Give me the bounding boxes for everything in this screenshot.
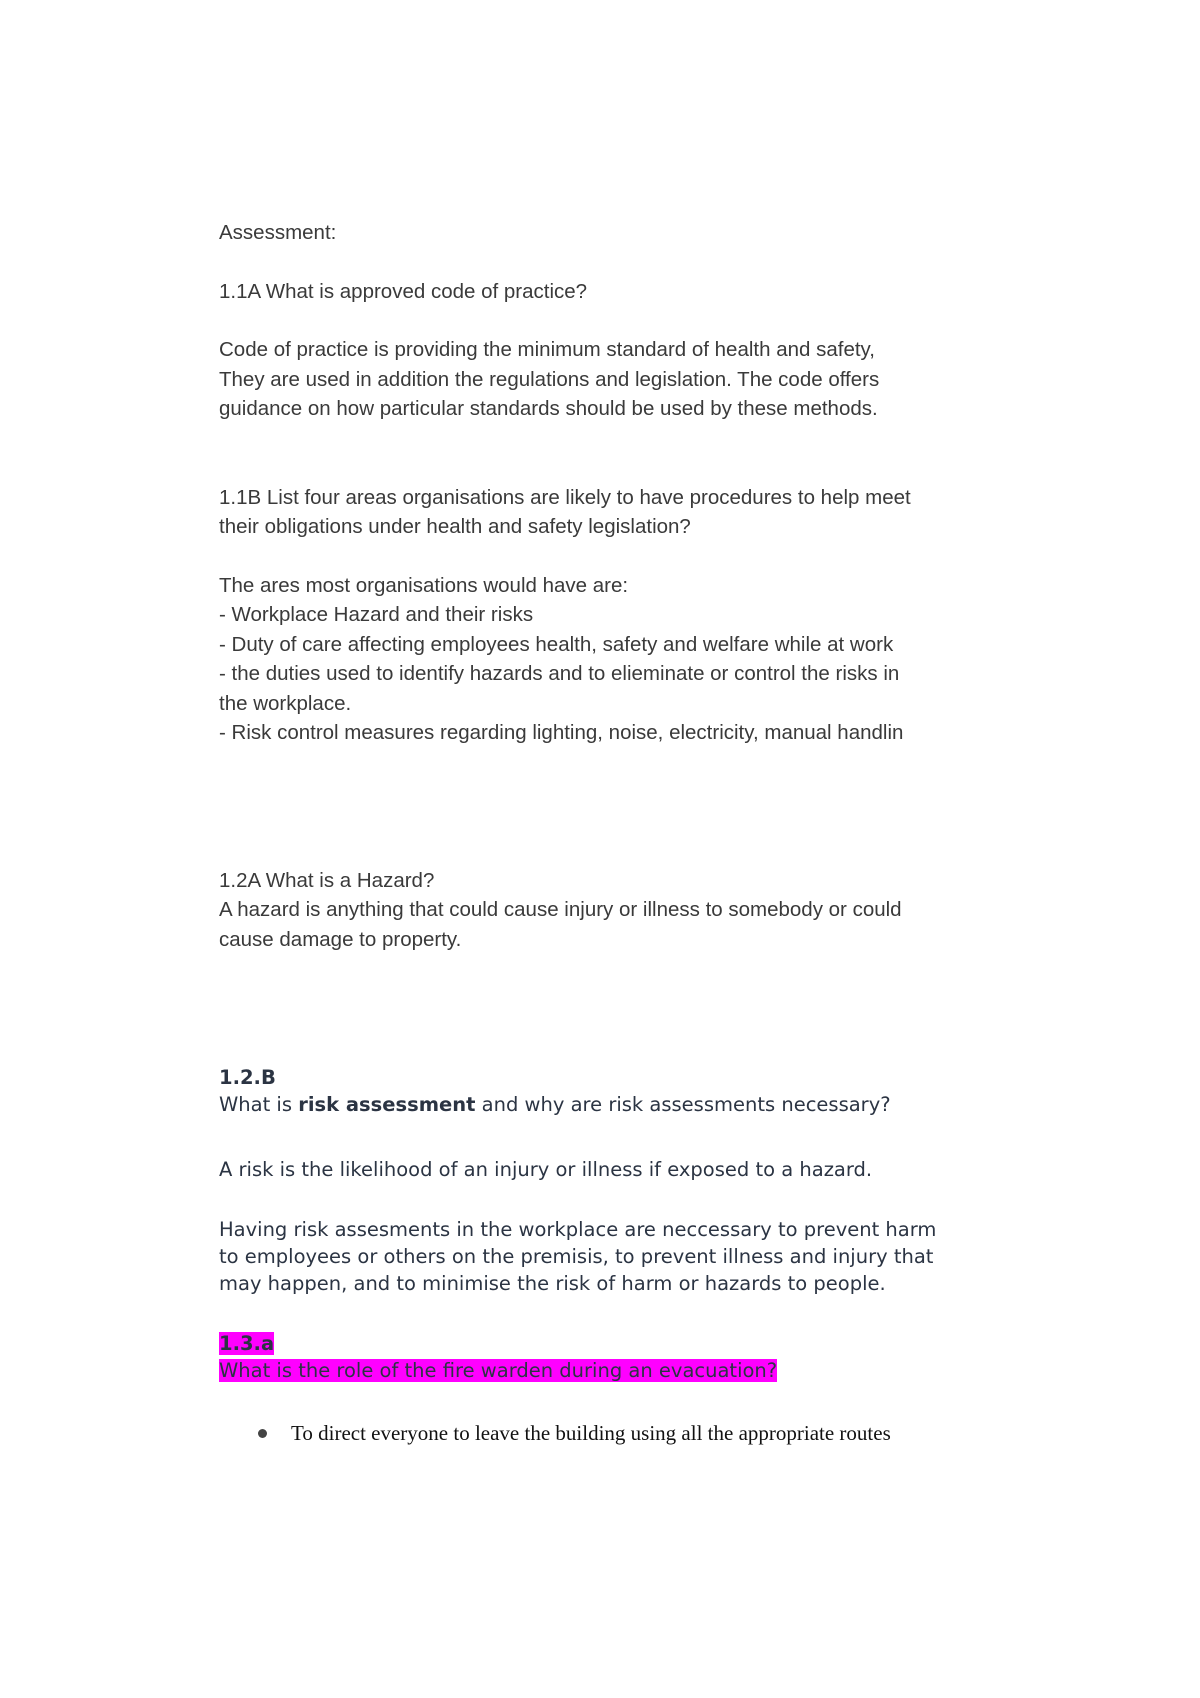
section-number-row bbox=[219, 1330, 999, 1357]
question-bold-term: risk assessment bbox=[298, 1093, 476, 1116]
highlighted-question: What is the role of the fire warden during an evacuation? bbox=[219, 1359, 778, 1382]
answer-line: A hazard is anything that could cause injury or illness to somebody or could bbox=[219, 898, 902, 921]
question-text bbox=[219, 1091, 999, 1118]
question-1-2a bbox=[219, 866, 999, 955]
fire-warden-bullets bbox=[219, 1418, 999, 1448]
assessment-heading: Assessment: bbox=[219, 221, 337, 244]
highlighted-section-number: 1.3.a bbox=[219, 1332, 275, 1355]
answer-line: to employees or others on the premisis, to prevent illness and injury that bbox=[219, 1245, 934, 1268]
answer-1-1a bbox=[219, 335, 999, 424]
answer-1-2b bbox=[219, 1216, 999, 1297]
question-line: 1.1B List four areas organisations are likely to have procedures to help meet bbox=[219, 485, 911, 509]
question-row bbox=[219, 1357, 999, 1384]
answer-line: Having risk assesments in the workplace are neccessary to prevent harm bbox=[219, 1218, 937, 1241]
answer-line: They are used in addition the regulations and legislation. The code offers bbox=[219, 367, 880, 391]
question-1-1b bbox=[219, 483, 999, 542]
question-1-2b bbox=[219, 1064, 999, 1118]
answer-line: may happen, and to minimise the risk of harm or hazards to people. bbox=[219, 1272, 886, 1295]
answer-line: Code of practice is providing the minimum standard of health and safety, bbox=[219, 338, 875, 361]
question-post: and why are risk assessments necessary? bbox=[475, 1093, 891, 1116]
risk-definition: A risk is the likelihood of an injury or illness if exposed to a hazard. bbox=[219, 1158, 873, 1181]
question-1-3a bbox=[219, 1330, 999, 1384]
list-item: - Workplace Hazard and their risks bbox=[219, 603, 534, 626]
bullet-text: To direct everyone to leave the building using all the appropriate routes bbox=[291, 1421, 891, 1445]
answer-1-1b bbox=[219, 571, 999, 748]
bullet-icon bbox=[258, 1429, 267, 1438]
list-item: - the duties used to identify hazards and to elieminate or control the risks in bbox=[219, 662, 900, 685]
document-content bbox=[219, 218, 999, 1448]
list-item: - Duty of care affecting employees health, safety and welfare while at work bbox=[219, 632, 894, 656]
list-item: - Risk control measures regarding lighting, noise, electricity, manual handlin bbox=[219, 721, 904, 744]
question-1-1a: 1.1A What is approved code of practice? bbox=[219, 279, 588, 303]
answer-line: cause damage to property. bbox=[219, 927, 462, 951]
answer-intro: The ares most organisations would have are: bbox=[219, 573, 629, 597]
list-item bbox=[219, 1418, 999, 1448]
section-number: 1.2.B bbox=[219, 1066, 276, 1089]
question-pre: What is bbox=[219, 1093, 299, 1116]
question-line: their obligations under health and safety legislation? bbox=[219, 515, 691, 538]
answer-line: guidance on how particular standards should be used by these methods. bbox=[219, 397, 878, 420]
question-text: 1.2A What is a Hazard? bbox=[219, 868, 435, 892]
list-item: the workplace. bbox=[219, 691, 352, 715]
